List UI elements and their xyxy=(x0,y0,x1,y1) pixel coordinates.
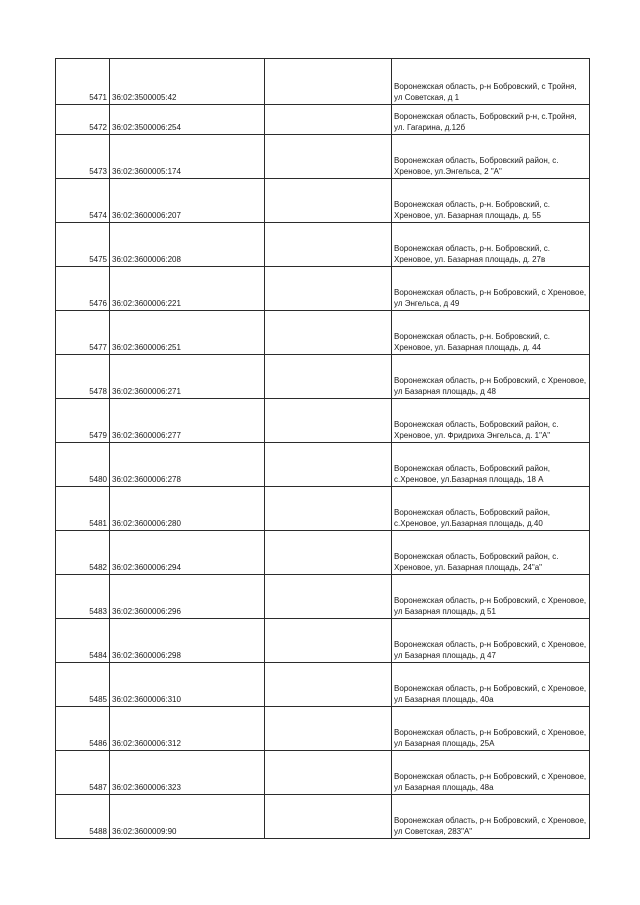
address: Воронежская область, р-н Бобровский, с Хреновое, ул Базарная площадь, д 51 xyxy=(392,575,590,619)
cadastral-number: 36:02:3600006:294 xyxy=(110,531,265,575)
address: Воронежская область, р-н Бобровский, с Хреновое, ул Советская, 283"А" xyxy=(392,795,590,839)
table-row xyxy=(56,135,590,179)
row-number: 5476 xyxy=(56,267,110,311)
row-number: 5485 xyxy=(56,663,110,707)
row-number: 5474 xyxy=(56,179,110,223)
table-row xyxy=(56,795,590,839)
empty-cell xyxy=(265,355,392,399)
row-number: 5482 xyxy=(56,531,110,575)
cadastral-number: 36:02:3600006:310 xyxy=(110,663,265,707)
table-row xyxy=(56,267,590,311)
table-row xyxy=(56,105,590,135)
address: Воронежская область, р-н Бобровский, с Хреновое, ул Энгельса, д 49 xyxy=(392,267,590,311)
empty-cell xyxy=(265,575,392,619)
cadastral-number: 36:02:3600006:277 xyxy=(110,399,265,443)
cadastral-number: 36:02:3600006:280 xyxy=(110,487,265,531)
cadastral-number: 36:02:3600006:251 xyxy=(110,311,265,355)
cadastral-number: 36:02:3600006:221 xyxy=(110,267,265,311)
address: Воронежская область, р-н Бобровский, с Хреновое, ул Базарная площадь, 48а xyxy=(392,751,590,795)
property-registry-table xyxy=(55,58,590,839)
empty-cell xyxy=(265,707,392,751)
cadastral-number: 36:02:3600006:271 xyxy=(110,355,265,399)
table-row xyxy=(56,619,590,663)
empty-cell xyxy=(265,619,392,663)
empty-cell xyxy=(265,267,392,311)
cadastral-number: 36:02:3600006:278 xyxy=(110,443,265,487)
table-row xyxy=(56,663,590,707)
cadastral-number: 36:02:3500006:254 xyxy=(110,105,265,135)
cadastral-number: 36:02:3600009:90 xyxy=(110,795,265,839)
empty-cell xyxy=(265,751,392,795)
empty-cell xyxy=(265,179,392,223)
table-row xyxy=(56,707,590,751)
table-row xyxy=(56,355,590,399)
empty-cell xyxy=(265,223,392,267)
empty-cell xyxy=(265,399,392,443)
empty-cell xyxy=(265,59,392,105)
address: Воронежская область, р-н Бобровский, с Хреновое, ул Базарная площадь, д 47 xyxy=(392,619,590,663)
cadastral-number: 36:02:3600006:296 xyxy=(110,575,265,619)
address: Воронежская область, Бобровский район, с. Хреновое, ул. Фридриха Энгельса, д. 1"А" xyxy=(392,399,590,443)
row-number: 5484 xyxy=(56,619,110,663)
row-number: 5483 xyxy=(56,575,110,619)
document-page xyxy=(55,58,590,839)
address: Воронежская область, р-н. Бобровский, с. Хреновое, ул. Базарная площадь, д. 55 xyxy=(392,179,590,223)
empty-cell xyxy=(265,135,392,179)
cadastral-number: 36:02:3600006:298 xyxy=(110,619,265,663)
address: Воронежская область, р-н Бобровский, с Хреновое, ул Базарная площадь, 40а xyxy=(392,663,590,707)
empty-cell xyxy=(265,487,392,531)
empty-cell xyxy=(265,443,392,487)
address: Воронежская область, Бобровский район, с.Хреновое, ул.Базарная площадь, д.40 xyxy=(392,487,590,531)
cadastral-number: 36:02:3600006:207 xyxy=(110,179,265,223)
table-row xyxy=(56,399,590,443)
table-row xyxy=(56,179,590,223)
empty-cell xyxy=(265,795,392,839)
cadastral-number: 36:02:3500005:42 xyxy=(110,59,265,105)
row-number: 5471 xyxy=(56,59,110,105)
row-number: 5481 xyxy=(56,487,110,531)
address: Воронежская область, р-н. Бобровский, с. Хреновое, ул. Базарная площадь, д. 27в xyxy=(392,223,590,267)
table-row xyxy=(56,531,590,575)
table-row xyxy=(56,575,590,619)
cadastral-number: 36:02:3600006:208 xyxy=(110,223,265,267)
cadastral-number: 36:02:3600006:323 xyxy=(110,751,265,795)
row-number: 5478 xyxy=(56,355,110,399)
empty-cell xyxy=(265,105,392,135)
empty-cell xyxy=(265,531,392,575)
empty-cell xyxy=(265,311,392,355)
table-row xyxy=(56,443,590,487)
table-row xyxy=(56,311,590,355)
row-number: 5480 xyxy=(56,443,110,487)
address: Воронежская область, Бобровский район, с.Хреновое, ул.Базарная площадь, 18 А xyxy=(392,443,590,487)
row-number: 5472 xyxy=(56,105,110,135)
address: Воронежская область, р-н Бобровский, с Хреновое, ул Базарная площадь, 25А xyxy=(392,707,590,751)
address: Воронежская область, Бобровский р-н, с.Тройня, ул. Гагарина, д.12б xyxy=(392,105,590,135)
row-number: 5475 xyxy=(56,223,110,267)
row-number: 5473 xyxy=(56,135,110,179)
address: Воронежская область, Бобровский район, с. Хреновое, ул. Базарная площадь, 24"а" xyxy=(392,531,590,575)
cadastral-number: 36:02:3600005:174 xyxy=(110,135,265,179)
cadastral-number: 36:02:3600006:312 xyxy=(110,707,265,751)
address: Воронежская область, р-н Бобровский, с Хреновое, ул Базарная площадь, д 48 xyxy=(392,355,590,399)
table-row xyxy=(56,223,590,267)
address: Воронежская область, Бобровский район, с. Хреновое, ул.Энгельса, 2 "А" xyxy=(392,135,590,179)
table-row xyxy=(56,59,590,105)
address: Воронежская область, р-н Бобровский, с Тройня, ул Советская, д 1 xyxy=(392,59,590,105)
row-number: 5477 xyxy=(56,311,110,355)
row-number: 5488 xyxy=(56,795,110,839)
table-row xyxy=(56,751,590,795)
empty-cell xyxy=(265,663,392,707)
table-row xyxy=(56,487,590,531)
row-number: 5487 xyxy=(56,751,110,795)
address: Воронежская область, р-н. Бобровский, с. Хреновое, ул. Базарная площадь, д. 44 xyxy=(392,311,590,355)
row-number: 5486 xyxy=(56,707,110,751)
row-number: 5479 xyxy=(56,399,110,443)
